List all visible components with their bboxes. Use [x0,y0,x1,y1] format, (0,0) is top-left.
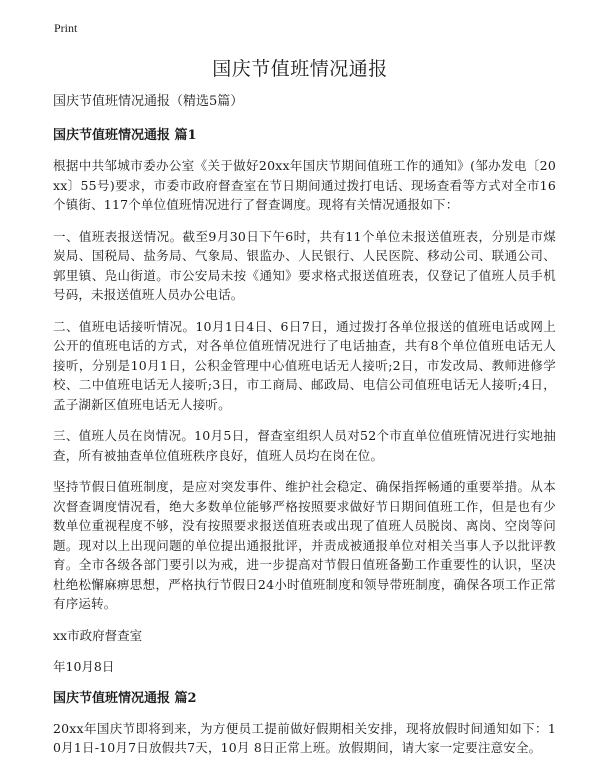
print-link[interactable]: Print [54,21,78,35]
page-title: 国庆节值班情况通报 [212,58,388,80]
paragraph: 二、值班电话接听情况。10月1日4日、6日7日，通过拨打各单位报送的值班电话或网上公开的值班电话的方式，对各单位值班情况进行了电话抽查，共有8个单位值班电话无人接听，分别是10月1日，公积金管理中心值班电话无人接听;2日，市发改局、教师进修学校、二中值班电话无人接听;3日，市工商局、邮政局、电信公司值班电话无人接听;4日，孟子湖新区值班电话无人接听。 [53,318,556,412]
paragraph: 根据中共邹城市委办公室《关于做好20xx年国庆节期间值班工作的通知》(邹办发电〔20xx〕55号)要求，市委市政府督查室在节日期间通过拨打电话、现场查看等方式对全市16个镇街、117个单位值班情况进行了督查调度。现将有关情况通报如下： [53,158,556,212]
document-subtitle: 国庆节值班情况通报（精选5篇） [53,94,244,109]
signature-date: 年10月8日 [53,659,115,674]
signature-org: xx市政府督查室 [53,627,143,643]
paragraph: 20xx年国庆节即将到来，为方便员工提前做好假期相关安排，现将放假时间通知如下：10月1日-10月7日放假共7天，10月 8日正常上班。放假期间，请大家一定要注意安全。 [53,720,556,755]
document-body [53,92,556,770]
section-heading-1: 国庆节值班情况通报 篇1 [53,128,197,143]
paragraph: 一、值班表报送情况。截至9月30日下午6时，共有11个单位未报送值班表，分别是市煤炭局、国税局、盐务局、气象局、银监办、人民银行、人民医院、移动公司、联通公司、郭里镇、凫山街道。市公安局未按《通知》要求格式报送值班表，仅登记了值班人员手机号码，未报送值班人员办公电话。 [53,228,556,302]
paragraph: 三、值班人员在岗情况。10月5日，督查室组织人员对52个市直单位值班情况进行实地抽查，所有被抽查单位值班秩序良好，值班人员均在岗在位。 [53,428,556,463]
section-heading-2: 国庆节值班情况通报 篇2 [53,690,197,706]
paragraph: 坚持节假日值班制度，是应对突发事件、维护社会稳定、确保指挥畅通的重要举措。从本次督查调度情况看，绝大多数单位能够严格按照要求做好节日期间值班工作，但是也有少数单位重视程度不够，没有按照要求报送值班表或出现了值班人员脱岗、离岗、空岗等问题。现对以上出现问题的单位提出通报批评，并责成被通报单位对相关当事人予以批评教育。全市各级各部门要引以为戒，进一步提高对节假日值班备勤工作重要性的认识，坚决杜绝松懈麻痹思想，严格执行节假日24小时值班制度和领导带班制度，确保各项工作正常有序运转。 [53,479,556,611]
